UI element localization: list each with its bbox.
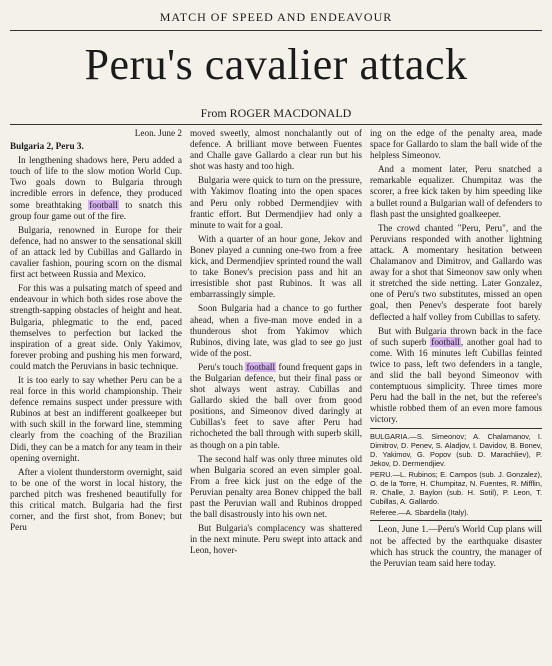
team-lineups <box>370 432 542 517</box>
article-paragraph <box>370 223 542 323</box>
article-paragraph <box>190 454 362 521</box>
earthquake-footnote: Leon, June 1.—Peru's World Cup plans will not be affected by the earthquake disaster which has struck the country, the manager of the Peruvian team said here today. <box>370 524 542 568</box>
article-paragraph <box>370 326 542 426</box>
article-paragraph <box>370 164 542 219</box>
byline: From ROGER MACDONALD <box>200 106 352 120</box>
main-headline: Peru's cavalier attack <box>84 40 468 89</box>
paragraph-text: In lengthening shadows here, Peru added a touch of life to the slow motion World Cup. Two goals down to Bulgaria through incredible errors in defence, they produced some breathtaking <box>10 155 182 210</box>
article-column-2 <box>190 128 362 660</box>
kicker-headline: MATCH OF SPEED AND ENDEAVOUR <box>159 10 393 24</box>
paragraph-text: Peru's touch <box>198 361 246 372</box>
article-paragraph <box>190 128 362 172</box>
paragraph-text: moved sweetly, almost nonchalantly out of defence. A brilliant move between Fuentes and Challe gave Gallardo a clear run but his shot was hasty and too high. <box>190 128 362 172</box>
paragraph-text: It is too early to say whether Peru can be a real force in this world championship. Their defence remains suspect under pressure with Rubinos at best an indifferent goalkeeper but with such skill in the forward line, stemming clearly from the coaching of the Brazilian Didi, they can be a match for any team in their opening overnight. <box>10 374 182 463</box>
paragraph-text: With a quarter of an hour gone, Jekov and Bonev played a cunning one-two from a free kick, and Dermendjiev sprinted round the wall to take Bonev's precision pass and hit an irresistible shot past Rubinos. It was all embarrassingly simple. <box>190 233 362 300</box>
kicker-rule <box>10 30 542 31</box>
byline-rule <box>10 124 542 125</box>
article-paragraph <box>10 375 182 464</box>
paragraph-text: The crowd chanted "Peru, Peru", and the Peruvians responded with another lightning attack. A momentary hesitation between Chalamanov and Dimitrov, and Gallardo was away for a shot that Simeonov saw only when it stretched the side netting. Later Gonzalez, one of Peru's two substitutes, missed an open goal, then Penev's desperate foot barely deflected a half volley from Cubillas to safety. <box>370 222 542 322</box>
article-paragraph <box>10 467 182 534</box>
article-paragraph <box>10 283 182 372</box>
paragraph-text: For this was a pulsating match of speed and endeavour in which both sides rose above the strength-sapping obstacles of height and heat. Bulgaria, phlegmatic to the end, paced themselves to perfection but lacked the inspiration of a great side. Only Yakimov, forever probing and pushing his men forward, could match the Peruvians in basic technique. <box>10 283 182 371</box>
paragraph-text: Bulgaria were quick to turn on the pressure, with Yakimov floating into the open spaces and Peru only robbed Dermendjiev with frantic effort. But Dermendjiev had only a minute to wait for a goal. <box>190 175 362 230</box>
paragraph-text: ing on the edge of the penalty area, made space for Gallardo to slam the ball wide of the helpless Simeonov. <box>370 128 542 161</box>
lineup-peru: PERU.—L. Rubinos; E. Campos (sub. J. Gonzalez), O. de la Torre, H. Chumpitaz, N. Fuentes, R. Mifflin, R. Challe, J. Baylon (sub. H. Sotil), P. Leon, T. Cubillas, A. Gallardo. <box>370 470 542 507</box>
paragraph-text: found frequent gaps in the Bulgarian defence, but their final pass or shot always went astray. Cubillas and Gallardo skied the ball over from good positions, and Simeonov dived daringly at Cubillas's feet to save after Peru had richocheted the ball through with superb skill, as though on a pin table. <box>190 361 362 450</box>
article-column-3-text <box>370 128 542 425</box>
article-paragraph <box>190 175 362 230</box>
paragraph-text: After a violent thunderstorm overnight, said to be one of the worst in local history, the parched pitch was freshened beautifully for this critical match. Bulgaria had the first corner, and the first shot, from Bonev; but Peru <box>10 466 182 533</box>
article-paragraph <box>190 523 362 556</box>
article-body <box>10 128 542 660</box>
paragraph-text: The second half was only three minutes old when Bulgaria scored an even simpler goal. From a free kick just on the edge of the Peruvian penalty area Bonev chipped the ball past the Peruvian wall and Rubinos dropped the ball disastrously into his own net. <box>190 453 362 520</box>
paragraph-text: And a moment later, Peru snatched a remarkable equalizer. Chumpitaz was the scorer, a free kick taken by him speeding like a bullet round a Bulgarian wall of defenders to flash past the unsighted goalkeeper. <box>370 164 542 219</box>
article-column-3 <box>370 128 542 660</box>
article-paragraph <box>10 155 182 222</box>
paragraph-text: But with Bulgaria thrown back in the face of such superb <box>370 325 542 347</box>
dateline: Leon. June 2 <box>134 128 182 138</box>
paragraph-text: , another goal had to come. With 16 minutes left Cubillas feinted twice to pass, left two defenders in a tangle, and slid the ball beyond Simeonov with contemptuous simplicity. Three times more Peru had the ball in the net, but the referee's whistle robbed them of an even more famous victory. <box>370 336 542 425</box>
referee-line: Referee.—A. Sbardella (Italy). <box>370 508 469 518</box>
lineup-bulgaria: BULGARIA.—S. Simeonov; A. Chalamanov, I. Dimitrov, D. Penev, S. Aladjov, I. Davidov, B. Bonev, D. Yakimov, G. Popov (sub. D. Marachliev), P. Jekov, D. Dermendjiev. <box>370 432 542 469</box>
paragraph-text: But Bulgaria's complacency was shattered in the next minute. Peru swept into attack and Leon, hover- <box>190 523 362 556</box>
highlighted-keyword: football <box>246 361 276 372</box>
match-score: Bulgaria 2, Peru 3. <box>10 141 84 152</box>
article-column-1 <box>10 128 182 660</box>
paragraph-text: Soon Bulgaria had a chance to go further ahead, when a five-man move ended in a thunderous shot from Yakimov which Rubinos, diving late, was glad to see go just wide of the post. <box>190 303 362 358</box>
footnote-divider <box>370 520 542 521</box>
article-paragraph <box>190 303 362 358</box>
paragraph-text: Bulgaria, renowned in Europe for their defence, had no answer to the sensational skill of an attack led by Cubillas and Gallardo in cavalier fashion, pouring scorn on the dismal first act between Russia and Mexico. <box>10 224 182 280</box>
article-paragraph <box>190 234 362 301</box>
lineup-divider <box>370 428 542 429</box>
highlighted-keyword: football <box>431 336 460 347</box>
article-paragraph <box>190 362 362 451</box>
article-paragraph <box>10 225 182 280</box>
highlighted-keyword: football <box>89 199 118 210</box>
paragraph-text: to snatch this group four game out of the fire. <box>10 199 182 221</box>
article-paragraph <box>370 128 542 161</box>
